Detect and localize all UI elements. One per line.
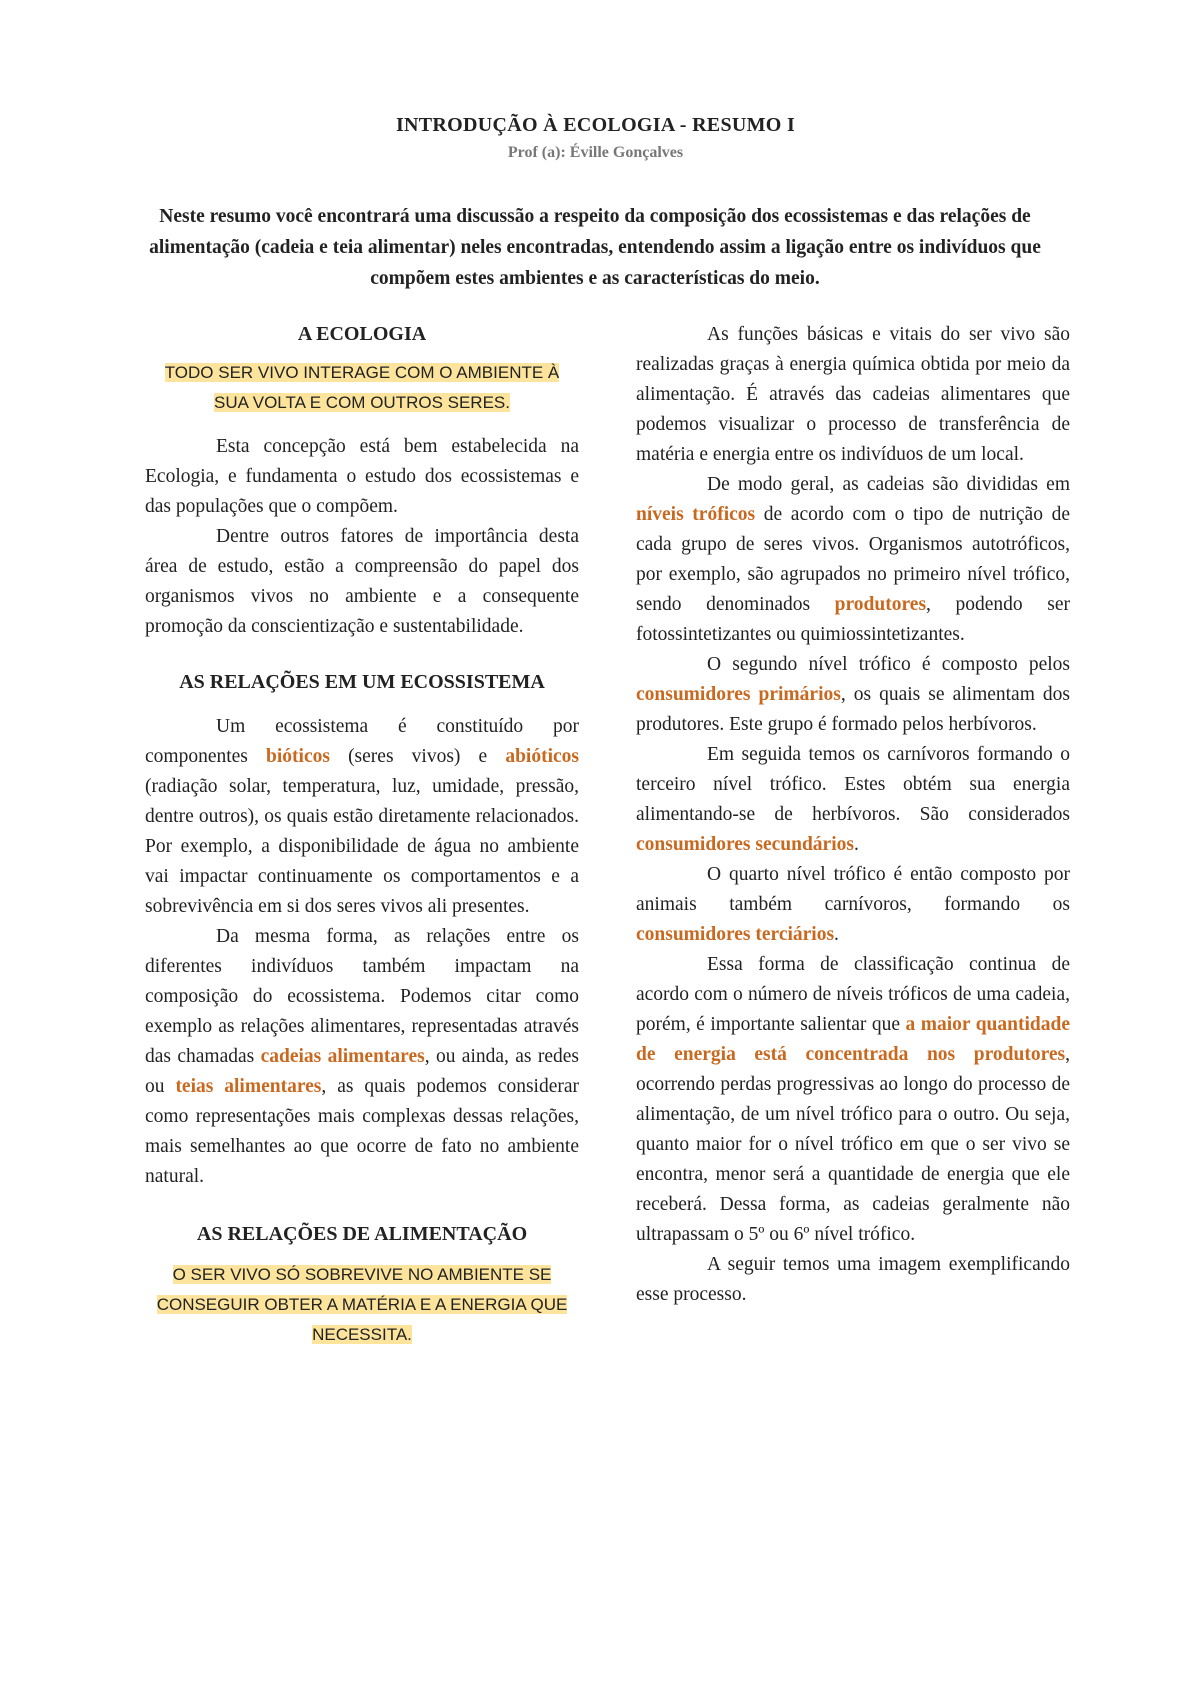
highlight-text-2: O SER VIVO SÓ SOBREVIVE NO AMBIENTE SE CONSEGUIR OBTER A MATÉRIA E A ENERGIA QUE NECESSITA. [156,1265,568,1344]
paragraph: Em seguida temos os carnívoros formando o terceiro nível trófico. Estes obtém sua energia alimentando-se de herbívoros. São considerados consumidores secundários. [636,744,1070,855]
keyword-bioticos: bióticos [266,746,330,767]
keyword-consumidores-terciarios: consumidores terciários [636,924,835,945]
highlight-text-1: TODO SER VIVO INTERAGE COM O AMBIENTE À SUA VOLTA E COM OUTROS SERES. [164,363,560,412]
paragraph: Essa forma de classificação continua de acordo com o número de níveis tróficos de uma cadeia, porém, é importante salientar que a maior quantidade de energia está concentrada nos produtores, ocorrendo perdas progressivas ao longo do processo de alimentação, de um nível trófico para o outro. Ou seja, quanto maior for o nível trófico em que o ser vivo se encontra, menor será a quantidade de energia que ele receberá. Dessa forma, as cadeias geralmente não ultrapassam o 5º ou 6º nível trófico. [636,954,1070,1245]
paragraph: O segundo nível trófico é composto pelos consumidores primários, os quais se alimentam dos produtores. Este grupo é formado pelos herbívoros. [636,654,1070,735]
section-heading-relacoes-alimentacao: AS RELAÇÕES DE ALIMENTAÇÃO [196,1223,528,1245]
intro-paragraph: Neste resumo você encontrará uma discussão a respeito da composição dos ecossistemas e das relações de alimentação (cadeia e teia alimentar) neles encontradas, entendendo assim a ligação entre os indivíduos que compõem estes ambientes e as características do meio. [149,206,1041,289]
left-column [145,320,579,1350]
keyword-niveis-troficos: níveis tróficos [636,504,756,525]
highlight-box-1 [145,358,579,418]
paragraph: As funções básicas e vitais do ser vivo são realizadas graças à energia química obtida por meio da alimentação. É através das cadeias alimentares que podemos visualizar o processo de transferência de matéria e energia entre os indivíduos de um local. [636,324,1070,465]
paragraph: Da mesma forma, as relações entre os diferentes indivíduos também impactam na composição do ecossistema. Podemos citar como exemplo as relações alimentares, representadas através das chamadas cadeias alimentares, ou ainda, as redes ou teias alimentares, as quais podemos considerar como representações mais complexas dessas relações, mais semelhantes ao que ocorre de fato no ambiente natural. [145,926,579,1187]
keyword-teias-alimentares: teias alimentares [175,1076,322,1097]
paragraph: A seguir temos uma imagem exemplificando esse processo. [636,1254,1070,1305]
paragraph: O quarto nível trófico é então composto por animais também carnívoros, formando os consumidores terciários. [636,864,1070,945]
keyword-cadeias-alimentares: cadeias alimentares [260,1046,425,1067]
document-title: INTRODUÇÃO À ECOLOGIA - RESUMO I [395,114,796,136]
document-author: Prof (a): Éville Gonçalves [507,144,684,161]
right-column [636,320,1070,1310]
paragraph: Dentre outros fatores de importância desta área de estudo, estão a compreensão do papel dos organismos vivos no ambiente e a consequente promoção da conscientização e sustentabilidade. [145,526,579,637]
keyword-maior-energia-produtores: a maior quantidade de energia está concentrada nos produtores [636,1014,1070,1065]
highlight-box-2 [145,1260,579,1350]
keyword-consumidores-secundarios: consumidores secundários [636,834,854,855]
paragraph: Um ecossistema é constituído por componentes bióticos (seres vivos) e abióticos (radiação solar, temperatura, luz, umidade, pressão, dentre outros), os quais estão diretamente relacionados. Por exemplo, a disponibilidade de água no ambiente vai impactar continuamente os comportamentos e a sobrevivência em si dos seres vivos ali presentes. [145,716,579,917]
paragraph: De modo geral, as cadeias são divididas em níveis tróficos de acordo com o tipo de nutrição de cada grupo de seres vivos. Organismos autotróficos, por exemplo, são agrupados no primeiro nível trófico, sendo denominados produtores, podendo ser fotossintetizantes ou quimiossintetizantes. [636,474,1070,645]
keyword-consumidores-primarios: consumidores primários [636,684,841,705]
section-heading-ecologia: A ECOLOGIA [297,323,427,345]
keyword-produtores: produtores [834,594,927,615]
paragraph: Esta concepção está bem estabelecida na Ecologia, e fundamenta o estudo dos ecossistemas e das populações que o compõem. [145,436,579,517]
section-heading-relacoes-ecossistema: AS RELAÇÕES EM UM ECOSSISTEMA [179,671,545,693]
keyword-abioticos: abióticos [505,746,579,767]
